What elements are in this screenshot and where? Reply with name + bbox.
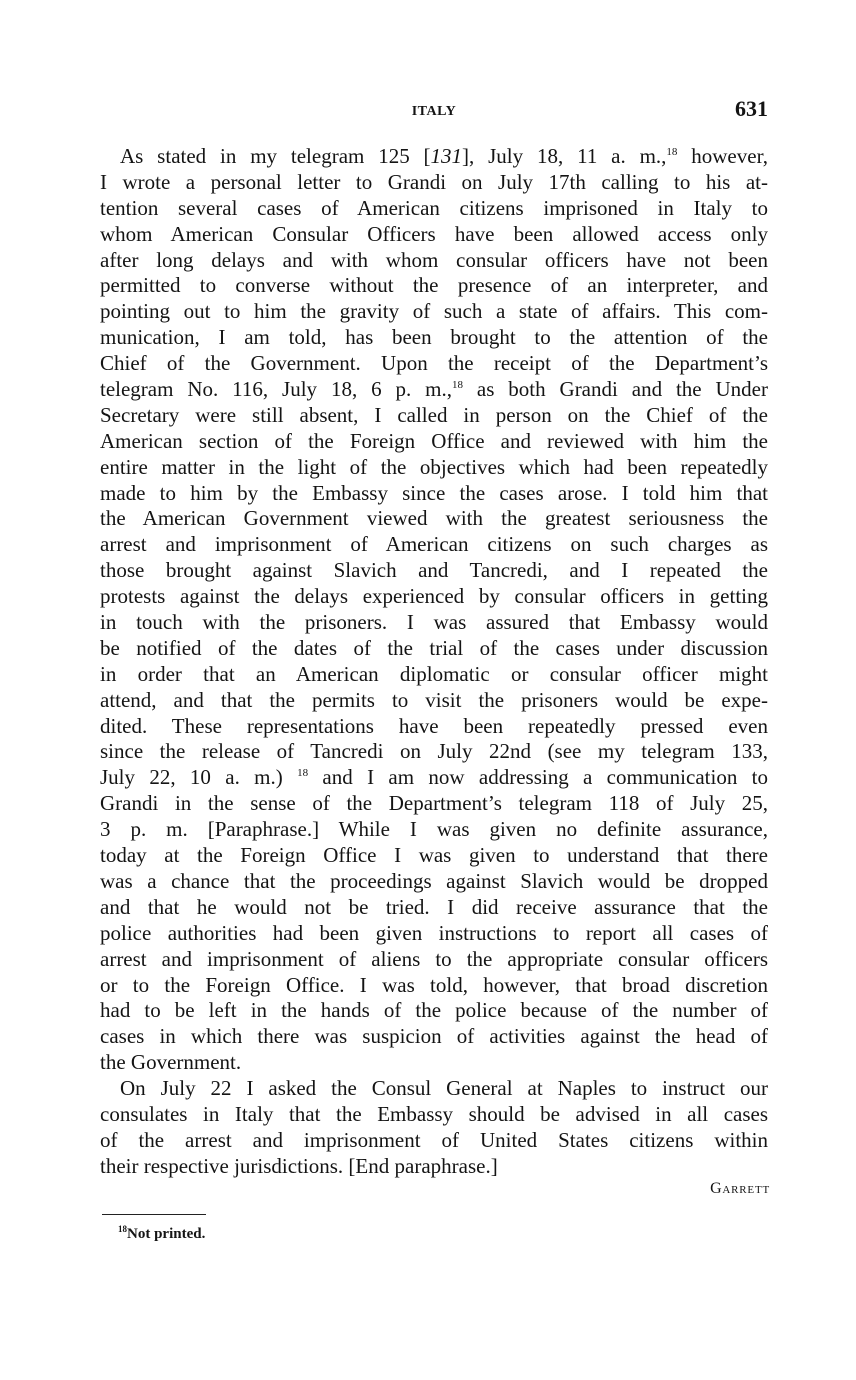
text-line: their respective jurisdictions. [End paraphrase.]: [100, 1153, 498, 1178]
text-line: police authorities had been given instructions to report all cases of: [100, 920, 768, 945]
text-line: in touch with the prisoners. I was assured that Embassy would: [100, 610, 768, 635]
text-line: American section of the Foreign Office and reviewed with him the: [100, 428, 768, 453]
signature: Garrett: [710, 1180, 770, 1197]
text-line: arrest and imprisonment of American citizens on such charges as: [100, 532, 768, 557]
text-line: today at the Foreign Office I was given to understand that there: [100, 843, 768, 868]
text-line: the Government.: [100, 1050, 242, 1075]
footnote-rule: [102, 1214, 206, 1215]
text-line: Chief of the Government. Upon the receipt of the Department’s: [100, 351, 768, 376]
text-segment: As stated in my telegram 125 [: [120, 144, 431, 168]
text-line: made to him by the Embassy since the cases arose. I told him that: [100, 480, 768, 505]
text-line: On July 22 I asked the Consul General at Naples to instruct our: [120, 1076, 768, 1101]
page-number: 631: [735, 96, 768, 121]
text-line: was a chance that the proceedings against Slavich would be dropped: [100, 868, 768, 893]
footnote-reference: 18: [452, 379, 463, 392]
text-line: those brought against Slavich and Tancredi, and I repeated the: [100, 558, 768, 583]
text-line: cases in which there was suspicion of activities against the head of: [100, 1024, 768, 1049]
text-segment: July 22, 10 a. m.): [100, 765, 298, 790]
text-segment: however,: [677, 144, 768, 168]
text-line: protests against the delays experienced by consular officers in getting: [100, 584, 768, 609]
text-line: munication, I am told, has been brought to the attention of the: [100, 325, 768, 350]
body-text: [100, 144, 768, 1180]
text-line: arrest and imprisonment of aliens to the appropriate consular officers: [100, 946, 768, 971]
text-line: and that he would not be tried. I did receive assurance that the: [100, 894, 768, 919]
text-line: [100, 144, 768, 170]
text-line: since the release of Tancredi on July 22nd (see my telegram 133,: [100, 739, 768, 764]
text-segment: as both Grandi and the Under: [463, 377, 768, 402]
text-line: tention several cases of American citizens imprisoned in Italy to: [100, 195, 768, 220]
text-line: [100, 377, 768, 403]
footnote-reference: 18: [666, 146, 678, 158]
footnote-text: Not printed.: [127, 1226, 206, 1242]
text-line: permitted to converse without the presence of an interpreter, and: [100, 273, 768, 298]
text-line: be notified of the dates of the trial of the cases under discussion: [100, 635, 768, 660]
text-line: Secretary were still absent, I called in person on the Chief of the: [100, 402, 768, 427]
text-line: after long delays and with whom consular officers have not been: [100, 247, 768, 272]
text-line: whom American Consular Officers have been allowed access only: [100, 221, 768, 246]
running-head: [100, 96, 768, 126]
text-segment: ], July 18, 11 a. m.,: [462, 144, 667, 168]
text-segment: and I am now addressing a communication to: [308, 765, 768, 790]
text-line: had to be left in the hands of the police because of the number of: [100, 998, 768, 1023]
text-line: 3 p. m. [Paraphrase.] While I was given no definite assurance,: [100, 817, 768, 842]
text-line: I wrote a personal letter to Grandi on July 17th calling to his at-: [100, 169, 768, 194]
footnote-marker: 18: [118, 1224, 127, 1234]
footnote: [118, 1226, 205, 1243]
text-line: pointing out to him the gravity of such a state of affairs. This com-: [100, 299, 768, 324]
text-line: dited. These representations have been repeatedly pressed even: [100, 713, 768, 738]
text-line: the American Government viewed with the greatest seriousness the: [100, 506, 768, 531]
text-line: in order that an American diplomatic or consular officer might: [100, 661, 768, 686]
running-head-title: ITALY: [411, 104, 457, 119]
text-line: [100, 765, 768, 791]
text-line: or to the Foreign Office. I was told, however, that broad discretion: [100, 972, 768, 997]
text-line: Grandi in the sense of the Department’s telegram 118 of July 25,: [100, 791, 768, 816]
text-line: attend, and that the permits to visit the prisoners would be expe-: [100, 687, 768, 712]
footnote-reference: 18: [297, 767, 309, 780]
text-line: of the arrest and imprisonment of United States citizens within: [100, 1127, 768, 1152]
italic-reference: 131: [430, 144, 463, 168]
text-line: entire matter in the light of the objectives which had been repeatedly: [100, 454, 768, 479]
text-segment: telegram No. 116, July 18, 6 p. m.,: [100, 377, 452, 402]
text-line: consulates in Italy that the Embassy should be advised in all cases: [100, 1101, 768, 1126]
